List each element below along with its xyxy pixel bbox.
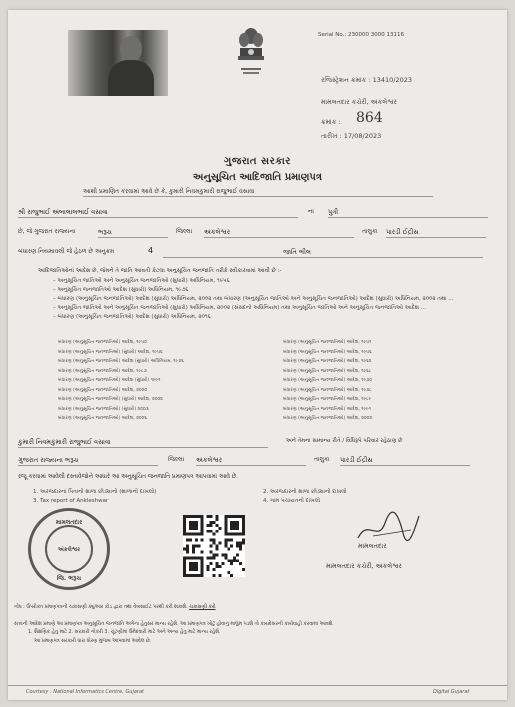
basis-col-right xyxy=(263,488,483,506)
order-item: બંધારણ (અનુસૂચિત જનજાતિઓ) આદેશ, ૧૯૭૮ xyxy=(283,387,372,393)
serial-number: Serial No.: 230000 3000 13116 xyxy=(318,32,405,38)
note-line: 1. શૈક્ષણિક હેતુ માટે 2. સરકારી નોકરી 3. ચૂંટણીમાં ઉમેદવારી માટે અને અન્ય હેતુ માટે માન્ય રહેશે. xyxy=(28,630,221,635)
footer xyxy=(8,685,507,700)
government-title: ગુજરાત સરકાર xyxy=(224,156,291,167)
tribe-line: બંધારણ નિયમાવલી જે હેઠળ છે અનુક્રમ xyxy=(18,248,115,255)
issuing-office: મામલતદાર કચેરી, અંકલેશ્વર xyxy=(321,98,397,106)
note-line xyxy=(14,604,501,613)
residence-taluka-label: તાલુકા xyxy=(314,456,330,463)
note-line: સત્તાની આદેશ પ્રમાણે આ પ્રમાણપત્ર અનુસૂચિત જનજાતિ અંગેના હેતુસર માન્ય રહેશે. આ પ્રમાણપત્ર ખોટું હોવાનું માલુમ પડશે તો કાયદેસરની કાર્યવાહી કરવામાં આવશે. xyxy=(14,621,334,627)
order-item: બંધારણ (અનુસૂચિત જનજાતિઓ) આદેશ, ૧૯૬૮ xyxy=(283,368,372,374)
orders-right-column xyxy=(283,338,473,424)
national-emblem-icon xyxy=(236,26,266,80)
residence-taluka-value: પારડી ઈદ્રીસ xyxy=(340,456,470,466)
certificate-page xyxy=(8,10,507,700)
stamp-bottom-text: જિ. ભરૂચ xyxy=(56,575,82,582)
taluka-label: તાલુકા xyxy=(362,228,378,235)
order-item: બંધારણ (અનુસૂચિત જનજાતિઓ) આદેશ (સુધારો) અધિનિયમ, ૧૯૭૬ xyxy=(58,359,184,364)
footer-brand: Digital Gujarat xyxy=(433,689,470,695)
registration-number: રજિસ્ટ્રેશન ક્રમાંક : 13410/2023 xyxy=(321,76,412,84)
note-line: આ પ્રમાણપત્ર સરકારી ધારા ધોરણ મુજબ આપવામાં આવેલ છે. xyxy=(34,638,152,644)
district-label: જિલ્લા xyxy=(176,228,193,235)
act-line: – બંધારણ (અનુસૂચિત જનજાતિઓ) આદેશ (સુધારો) અધિનિયમ, ૨૦૧૬ xyxy=(53,314,211,320)
order-item: બંધારણ (અનુસૂચિત જનજાતિઓ) આદેશ, ૨૦૦૨ xyxy=(283,416,372,421)
state-prefix: છે, જે ગુજરાત રાજ્યના xyxy=(18,228,76,235)
verify-link[interactable]: ચકાસણી કરો xyxy=(189,605,216,610)
act-line: – અનુસૂચિત જાતિઓ અને અનુસૂચિત જનજાતિઓ (સુધારો) અધિનિયમ, ૨૦૦૨ (સંસદનો અધિનિયમ) તથા અનુસૂચિત જાતિઓ અને અનુસૂચિત જનજાતિઓ આદેશ ... xyxy=(53,305,427,311)
number-label: ક્રમાંક : xyxy=(321,118,341,126)
notes-section xyxy=(14,604,501,646)
certificate-number: 864 xyxy=(356,110,383,126)
order-item: બંધારણ (અનુસૂચિત જનજાતિઓ) (સુધારો) ૨૦૦૩ xyxy=(58,406,149,412)
order-item: બંધારણ (અનુસૂચિત જનજાતિઓ) આદેશ, ૧૯૮૭ xyxy=(58,368,147,374)
tribe-name: જાતિ ભીલ xyxy=(163,248,483,258)
basis-item: 3. Tax report of Ankleshwar xyxy=(33,498,109,504)
father-name: શ્રી રાજુભાઈ અંબાલાલભાઈ વસાવા xyxy=(18,208,298,218)
residence-district-value: અંકલેશ્વર xyxy=(196,456,306,466)
relation-value: પુત્રી xyxy=(328,208,488,218)
official-stamp xyxy=(28,508,110,590)
order-item: બંધારણ (અનુસૂચિત જનજાતિઓ) આદેશ, ૧૯૯૧ xyxy=(283,406,372,412)
order-item: બંધારણ (અનુસૂચિત જનજાતિઓ) (સુધારો) આદેશ, ૨૦૦૨ xyxy=(58,397,163,402)
relation-label: ના xyxy=(308,208,314,215)
village-value: ભરૂચ xyxy=(98,228,168,238)
photo-head-shape xyxy=(120,36,142,62)
issue-date: તારીખ : 17/08/2023 xyxy=(321,132,382,140)
stamp-top-text: મામલતદાર xyxy=(55,519,83,526)
residence-state: ગુજરાત રાજ્યના ભરૂચ xyxy=(18,456,158,466)
taluka-value: પારડી ઈદ્રીસ xyxy=(386,228,486,238)
basis-item: 1. અરજદારના પિતાનો શાળા છોડ્યાનો (શાળાનો દાખલો) xyxy=(33,489,157,495)
act-line: – બંધારણ (અનુસૂચિત જનજાતિઓ) આદેશ (સુધારો) અધિનિયમ, ૨૦૦૨ તથા બંધારણ (અનુસૂચિત જાતિઓ અને અનુસૂચિત જનજાતિઓ) આદેશ (સુધારો) અધિનિયમ, ૨૦૦૨ તથા ... xyxy=(53,296,454,302)
district-value: અંકલેશ્વર xyxy=(204,228,354,238)
stamp-middle-text: અંકલેશ્વર xyxy=(57,547,81,553)
footer-courtesy: Courtesy : National Informatics Centre, Gujarat xyxy=(26,689,144,695)
order-item: બંધારણ (અનુસૂચિત જનજાતિઓ) આદેશ, ૧૯૫૬ xyxy=(283,349,372,355)
orders-left-column xyxy=(58,338,248,424)
residence-district-label: જિલ્લા xyxy=(168,456,185,463)
certificate-title: અનુસૂચિત આદિજાતિ પ્રમાણપત્ર xyxy=(192,172,323,183)
signatory-title: મામલતદાર xyxy=(358,542,387,550)
basis-item: 2. અરજદારનો શાળા છોડ્યાનો દાખલો xyxy=(263,489,347,495)
order-item: બંધારણ (અનુસૂચિત જનજાતિઓ) આદેશ (સુધારો) ૧૯૯૧ xyxy=(58,378,161,383)
intro-line: આથી પ્રમાણિત કરવામાં આવે છે કે, કુમારી નિવમકુમારી રાજુભાઈ વસાવા xyxy=(83,188,433,197)
order-item: બંધારણ (અનુસૂચિત જનજાતિઓ) આદેશ, ૧૯૬૨ xyxy=(283,359,372,364)
order-item: બંધારણ (અનુસૂચિત જનજાતિઓ) આદેશ, ૧૯૫૦ xyxy=(58,340,147,345)
order-item: બંધારણ (અનુસૂચિત જનજાતિઓ) આદેશ, ૧૯૫૧ xyxy=(283,340,372,345)
photo-body-shape xyxy=(108,60,154,96)
note-text: નોંધ : ઉપરોક્ત પ્રમાણપત્રની ચકાસણી ક્યુઆર કોડ દ્વારા તથા વેબસાઈટ પરથી કરી શકાશે. xyxy=(14,605,188,610)
order-item: બંધારણ (અનુસૂચિત જનજાતિઓ) (સુધારો) આદેશ, ૧૯૫૬ xyxy=(58,349,163,355)
qr-code[interactable] xyxy=(183,515,245,577)
order-item: બંધારણ (અનુસૂચિત જનજાતિઓ) આદેશ, ૧૯૭૦ xyxy=(283,378,372,383)
note-spacer xyxy=(14,613,501,621)
act-line: – અનુસૂચિત જાતિઓ અને અનુસૂચિત જનજાતિઓ (સુધારો) અધિનિયમ, ૧૯૫૬ xyxy=(53,278,230,284)
order-item: બંધારણ (અનુસૂચિત જનજાતિઓ) આદેશ, ૨૦૦૬ xyxy=(58,416,147,421)
order-item: બંધારણ (અનુસૂચિત જનજાતિઓ) આદેશ, ૧૯૮૯ xyxy=(283,397,372,402)
signatory-office: મામલતદાર કચેરી, અંકલેશ્વર xyxy=(326,562,402,570)
order-item: બંધારણ (અનુસૂચિત જનજાતિઓ) આદેશ, ૨૦૦૦ xyxy=(58,387,148,393)
declaration: આદિજાતિઓનાં આદેશ છે, જેમને તે જાતિ આવતી કેટલા અનુસૂચિત જનજાતિ તરીકે સ્વીકારવામાં આવી છે :- xyxy=(38,268,282,274)
basis-line: રજૂ કરવામાં આવેલી દસ્તાવેજોને આધારે આ અનુસૂચિત જનજાતિ પ્રમાણપત્ર આપવામાં આવે છે. xyxy=(18,474,238,480)
act-list xyxy=(53,277,493,322)
basis-col-left xyxy=(33,488,233,506)
residence-text: અને તેમના સામાન્ય રીતે / વિધિરૂપે પરિવાર રહેઠાણ છે xyxy=(286,438,403,444)
applicant-photo xyxy=(68,30,168,96)
act-line: – અનુસૂચિત જનજાતિઓ આદેશ (સુધારો) અધિનિયમ, ૧૯૭૬ xyxy=(53,287,189,293)
tribe-number: 4 xyxy=(148,246,154,255)
basis-item: 4. ગામ પંચાયતનો દાખલો xyxy=(263,498,321,504)
residence-name: કુમારી નિવમકુમારી રાજુભાઈ વસાવા xyxy=(18,438,268,448)
